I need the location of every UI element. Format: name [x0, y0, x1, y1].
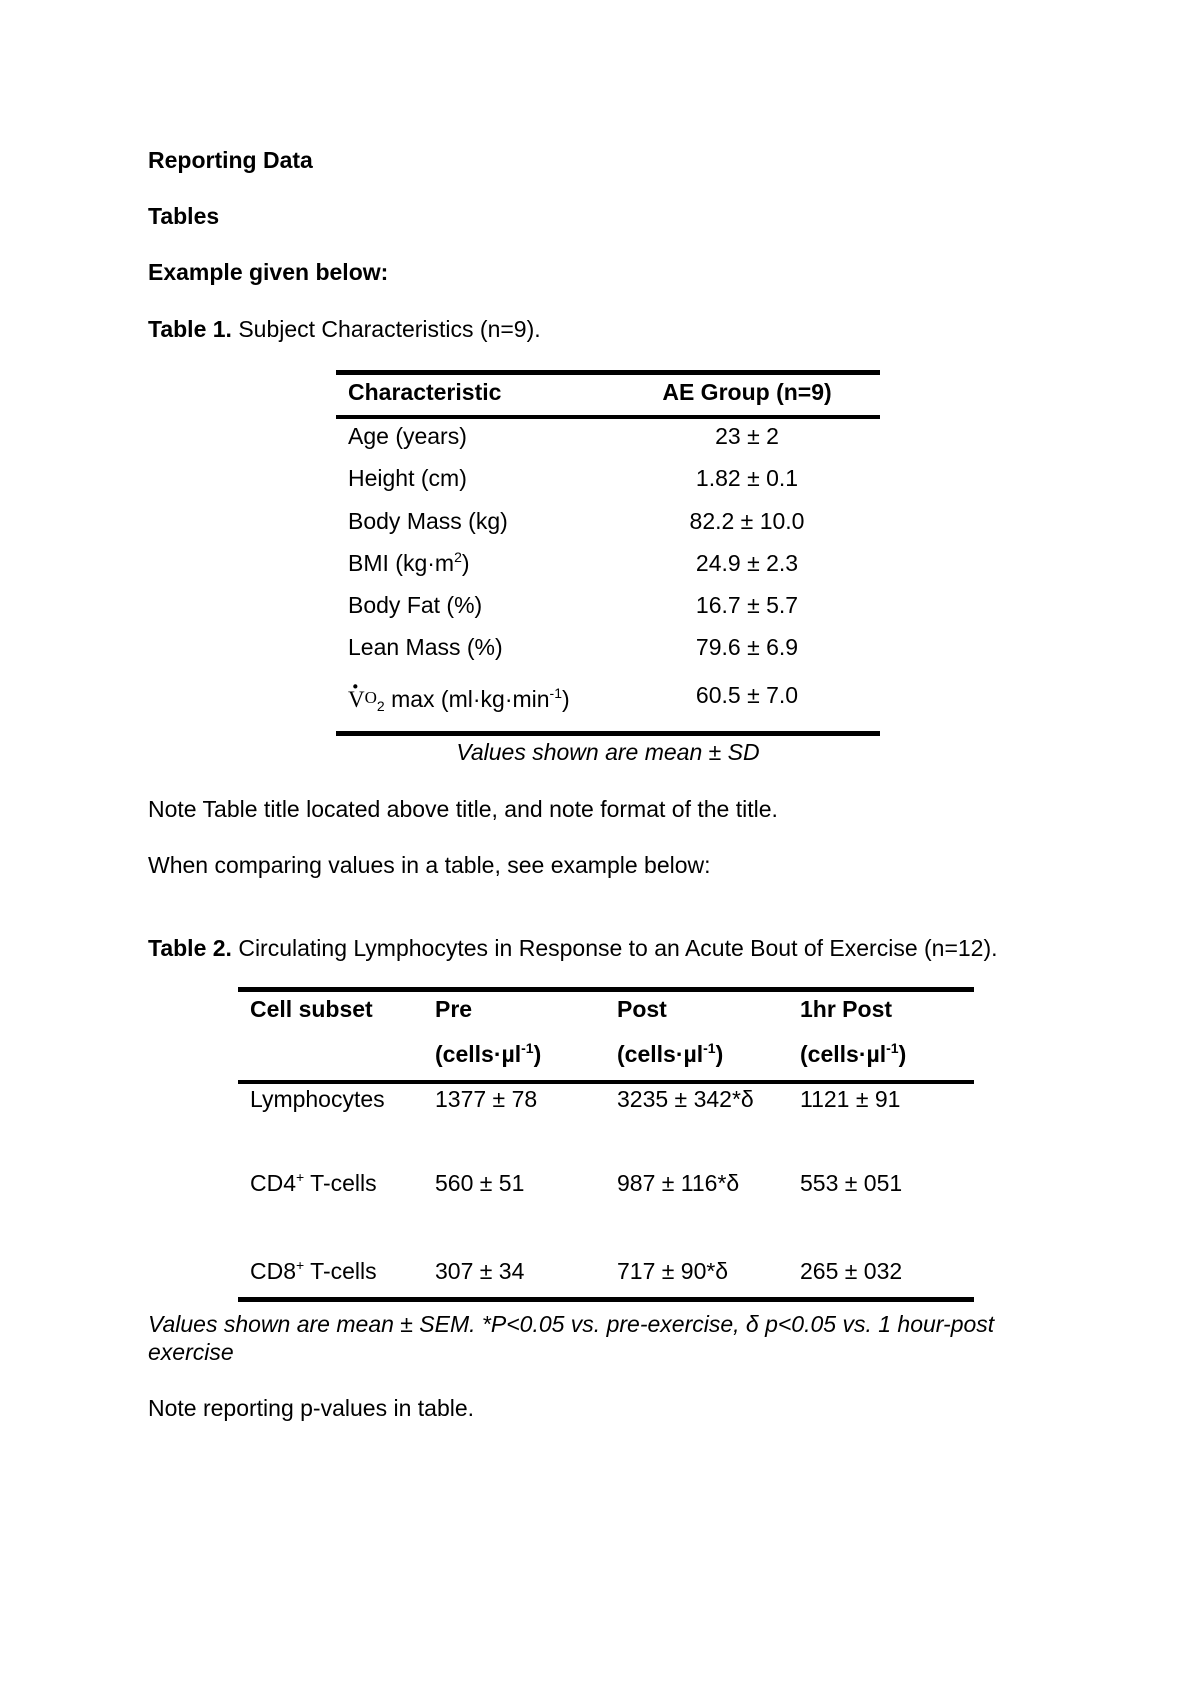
table2-header-1hr-post-unit: [800, 1040, 907, 1067]
table1-row-label: [348, 685, 570, 714]
table1-footnote: Values shown are mean ± SD: [456, 739, 760, 765]
page-heading: Reporting Data: [148, 147, 313, 173]
table2-header-post-unit: [617, 1040, 724, 1067]
table1-header-group: AE Group (n=9): [662, 379, 832, 405]
unit-end: ): [898, 1041, 907, 1067]
table1-row-value: 1.82 ± 0.1: [695, 465, 799, 491]
table2-cell-pre: 307 ± 34: [435, 1258, 525, 1284]
unit-text: (cells·µl: [435, 1041, 522, 1067]
table2-cell-post: 3235 ± 342*δ: [617, 1086, 754, 1112]
table1-caption-label: Table 1.: [148, 316, 232, 342]
table2-header-pre: Pre: [435, 996, 473, 1022]
note-table-title: Note Table title located above title, and note format of the title.: [148, 796, 778, 822]
table2-row-label: [250, 1169, 377, 1196]
unit-sup: -1: [703, 1040, 716, 1056]
bmi-label-sup: 2: [454, 549, 462, 565]
table1-row-label: Height (cm): [348, 465, 467, 491]
note-comparing-values: When comparing values in a table, see example below:: [148, 852, 711, 878]
table2-top-rule: [238, 987, 974, 992]
example-label: Example given below:: [148, 259, 389, 285]
table2-header-post: Post: [617, 996, 667, 1022]
unit-end: ): [533, 1041, 542, 1067]
vo2-label-end: ): [562, 686, 570, 712]
table1-row-label: Body Mass (kg): [348, 508, 508, 534]
row-label-sup: +: [296, 1257, 305, 1273]
table2-header-1hr-post: 1hr Post: [800, 996, 893, 1022]
table2-header-pre-unit: [435, 1040, 542, 1067]
table1-row-value: 24.9 ± 2.3: [695, 550, 799, 576]
vo2-label-sup: -1: [549, 685, 562, 701]
section-heading: Tables: [148, 203, 220, 229]
table2-row-label: [250, 1257, 377, 1284]
table1-row-label: Age (years): [348, 423, 467, 449]
row-label-sup: +: [296, 1169, 305, 1185]
table1-caption: [148, 318, 541, 341]
vo2-sub-2: 2: [376, 698, 385, 714]
table1-header-characteristic: Characteristic: [348, 379, 502, 405]
unit-end: ): [715, 1041, 724, 1067]
unit-sup: -1: [886, 1040, 899, 1056]
vo2-label-text: max (ml·kg·min: [384, 686, 550, 712]
unit-text: (cells·µl: [800, 1041, 887, 1067]
unit-text: (cells·µl: [617, 1041, 704, 1067]
table1-header-rule: [336, 415, 880, 419]
table1-row-value: 23 ± 2: [715, 423, 779, 449]
bmi-label-end: ): [461, 550, 470, 576]
table1-row-value: 60.5 ± 7.0: [695, 682, 799, 708]
note-p-values: Note reporting p-values in table.: [148, 1395, 475, 1421]
unit-sup: -1: [521, 1040, 534, 1056]
table2-caption-text: Circulating Lymphocytes in Response to an Acute Bout of Exercise (n=12).: [231, 935, 998, 961]
table1-row-value: 16.7 ± 5.7: [695, 592, 799, 618]
table2-bottom-rule: [238, 1297, 974, 1302]
table2-header-cell-subset: Cell subset: [250, 996, 373, 1022]
table1-row-label: Lean Mass (%): [348, 634, 503, 660]
row-label-end: T-cells: [304, 1258, 377, 1284]
row-label-text: CD4: [250, 1170, 297, 1196]
table2-cell-pre: 560 ± 51: [435, 1170, 525, 1196]
table2-header-rule: [238, 1080, 974, 1084]
table2-caption-label: Table 2.: [148, 935, 232, 961]
table1-row-value: 82.2 ± 10.0: [689, 508, 805, 534]
table1-bottom-rule: [336, 731, 880, 736]
table2-cell-post: 987 ± 116*δ: [617, 1170, 740, 1196]
bmi-label-text: BMI (kg·m: [348, 550, 455, 576]
table2-cell-1hr-post: 1121 ± 91: [800, 1086, 901, 1112]
table1-caption-text: Subject Characteristics (n=9).: [231, 316, 541, 342]
vo2-v: · V: [348, 688, 365, 711]
table1-row-label: [348, 549, 470, 576]
table2-cell-post: 717 ± 90*δ: [617, 1258, 729, 1284]
table1-row-value: 79.6 ± 6.9: [695, 634, 799, 660]
row-label-text: Lymphocytes: [250, 1086, 385, 1112]
table1-top-rule: [336, 370, 880, 375]
table2-cell-1hr-post: 265 ± 032: [800, 1258, 903, 1284]
table2-caption: [148, 937, 998, 960]
row-label-end: T-cells: [304, 1170, 377, 1196]
row-label-text: CD8: [250, 1258, 297, 1284]
vo2-o: O: [364, 688, 377, 707]
table2-footnote: Values shown are mean ± SEM. *P<0.05 vs. pre-exercise, δ p<0.05 vs. 1 hour-post exercise: [148, 1311, 995, 1365]
table2-cell-1hr-post: 553 ± 051: [800, 1170, 903, 1196]
table2-row-label: [250, 1088, 385, 1111]
table2-cell-pre: 1377 ± 78: [435, 1086, 538, 1112]
table1-row-label: Body Fat (%): [348, 592, 483, 618]
